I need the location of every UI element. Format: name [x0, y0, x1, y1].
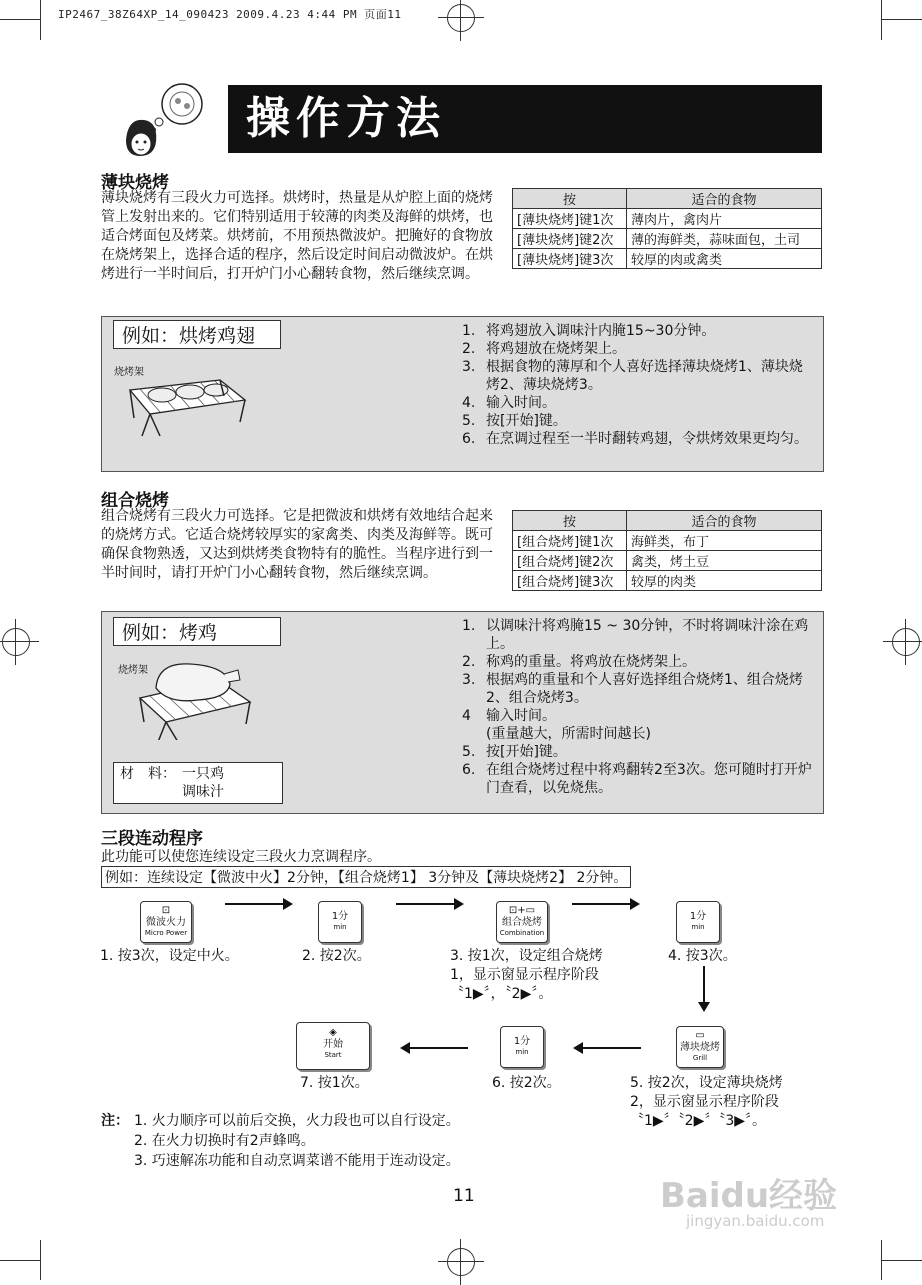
section-heading-thin-grill: 薄块烧烤 [101, 173, 169, 193]
table-cell: [组合烧烤]键2次 [513, 551, 627, 571]
flow-arrow-right [225, 903, 291, 905]
step-caption: 7. 按1次。 [300, 1075, 369, 1091]
list-item: 6. 在烹调过程至一半时翻转鸡翅，令烘烤效果更均匀。 [462, 431, 808, 447]
table-header-row [513, 511, 822, 531]
list-item: 5. 按[开始]键。 [462, 413, 567, 429]
registration-mark [892, 628, 920, 656]
grill-rack-with-wings-icon [120, 370, 250, 442]
list-item: 1. 将鸡翅放入调味汁内腌15~30分钟。 [462, 323, 716, 339]
table-header: 适合的食物 [627, 511, 822, 531]
one-minute-key: 1分 min [318, 901, 362, 943]
start-key: ◈ 开始 Start [296, 1022, 370, 1070]
note-item: 3. 巧速解冻功能和自动烹调菜谱不能用于连动设定。 [134, 1153, 460, 1169]
watermark-url: jingyan.baidu.com [686, 1212, 825, 1230]
list-item: 5. 按[开始]键。 [462, 744, 567, 760]
section-body-combination-grill: 组合烧烤有三段火力可选择。它是把微波和烘烤有效地结合起来的烧烤方式。它适合烧烤较厚实的家禽类、肉类及海鲜等。既可确保食物熟透，又达到烘烤类食物特有的脆性。当程序进行到一半时间时，请打开炉门小心翻转食物，然后继续烹调。 [101, 508, 493, 581]
table-cell: 较厚的肉类 [627, 571, 822, 591]
one-minute-key: 1分 min [676, 901, 720, 943]
registration-mark [447, 4, 475, 32]
step-caption: 4. 按3次。 [668, 948, 737, 964]
registration-mark [2, 628, 30, 656]
list-item: 2. 将鸡翅放在烧烤架上。 [462, 341, 626, 357]
rack-label: 烧烤架 [114, 367, 144, 378]
watermark-brand: Baidu经验 [660, 1176, 838, 1216]
table-header: 按 [513, 511, 627, 531]
multistage-example: 例如：连续设定【微波中火】2分钟，【组合烧烤1】 3分钟及【薄块烧烤2】 2分钟。 [101, 866, 631, 888]
example-label: 例如：烘烤鸡翅 [113, 320, 281, 349]
table-cell: [薄块烧烤]键2次 [513, 229, 627, 249]
list-item: 4 输入时间。 [462, 708, 556, 724]
steps-roast-chicken [462, 617, 814, 797]
ingredients-label: 材 料： [120, 766, 176, 782]
step-caption: 2. 按2次。 [302, 948, 371, 964]
table-row [513, 551, 822, 571]
note-item: 2. 在火力切换时有2声蜂鸣。 [134, 1133, 315, 1149]
table-cell: 薄肉片，禽肉片 [627, 209, 822, 229]
section-heading-multistage: 三段连动程序 [101, 829, 203, 849]
crop-mark [0, 1260, 40, 1261]
crop-mark [40, 0, 41, 40]
flow-arrow-left [402, 1047, 468, 1049]
table-cell: 较厚的肉或禽类 [627, 249, 822, 269]
flow-arrow-left [575, 1047, 641, 1049]
step-caption: 5. 按2次，设定薄块烧烤2，显示窗显示程序阶段〝1▶〞〝2▶〞〝3▶〞。 [630, 1075, 783, 1129]
one-minute-key: 1分 min [500, 1026, 544, 1068]
combination-food-table [512, 510, 822, 591]
list-item: 2. 称鸡的重量。将鸡放在烧烤架上。 [462, 654, 696, 670]
flow-arrow-right [572, 903, 638, 905]
crop-mark [882, 19, 922, 20]
crop-mark [881, 1240, 882, 1280]
table-cell: 薄的海鲜类，蒜味面包，土司 [627, 229, 822, 249]
crop-mark [881, 0, 882, 40]
table-cell: [组合烧烤]键1次 [513, 531, 627, 551]
list-item: (重量越大，所需时间越长) [486, 726, 651, 742]
table-row [513, 531, 822, 551]
ingredient-item: 调味汁 [182, 784, 224, 800]
crop-mark [0, 19, 40, 20]
table-row [513, 249, 822, 269]
rack-label: 烧烤架 [118, 665, 148, 676]
table-header: 适合的食物 [627, 189, 822, 209]
step-caption: 3. 按1次，设定组合烧烤1，显示窗显示程序阶段〝1▶〞，〝2▶〞。 [450, 948, 603, 1002]
notes-label: 注： [101, 1113, 129, 1129]
registration-mark [447, 1248, 475, 1276]
table-cell: 海鲜类，布丁 [627, 531, 822, 551]
table-cell: [薄块烧烤]键3次 [513, 249, 627, 269]
page-title: 操作方法 [228, 85, 822, 153]
step-caption: 6. 按2次。 [492, 1075, 561, 1091]
table-cell: 禽类，烤土豆 [627, 551, 822, 571]
steps-chicken-wings [462, 322, 814, 448]
list-item: 3. 根据鸡的重量和个人喜好选择组合烧烤1、组合烧烤2、组合烧烤3。 [462, 672, 803, 706]
list-item: 4. 输入时间。 [462, 395, 556, 411]
example-label: 例如：烤鸡 [113, 617, 281, 646]
thin-grill-food-table [512, 188, 822, 269]
crop-mark [40, 1240, 41, 1280]
grill-key: ▭ 薄块烧烤 Grill [676, 1026, 724, 1068]
table-row [513, 571, 822, 591]
list-item: 1. 以调味汁将鸡腌15 ~ 30分钟，不时将调味汁涂在鸡上。 [462, 618, 809, 652]
list-item: 6. 在组合烧烤过程中将鸡翻转2至3次。您可随时打开炉门查看，以免烧焦。 [462, 762, 812, 796]
flow-arrow-right [396, 903, 462, 905]
table-row [513, 209, 822, 229]
ingredients-box [113, 762, 283, 804]
cartoon-girl-thinking-icon [118, 82, 210, 160]
table-row [513, 229, 822, 249]
crop-mark [882, 1260, 922, 1261]
step-caption: 1. 按3次，设定中火。 [100, 948, 239, 964]
section-body-thin-grill: 薄块烧烤有三段火力可选择。烘烤时，热量是从炉腔上面的烧烤管上发射出来的。它们特别适用于较薄的肉类及海鲜的烘烤，也适合烤面包及烤菜。烘烤前，不用预热微波炉。把腌好的食物放在烧烤架上，选择合适的程序，然后设定时间启动微波炉。在烘烤进行一半时间后，打开炉门小心翻转食物，然后继续烹调。 [101, 190, 493, 282]
table-header-row [513, 189, 822, 209]
note-item: 1. 火力顺序可以前后交换，火力段也可以自行设定。 [134, 1113, 460, 1129]
grill-rack-with-chicken-icon [128, 650, 258, 740]
table-header: 按 [513, 189, 627, 209]
list-item: 3. 根据食物的薄厚和个人喜好选择薄块烧烤1、薄块烧烤2、薄块烧烤3。 [462, 359, 803, 393]
page-number: 11 [453, 1186, 475, 1206]
section-heading-combination-grill: 组合烧烤 [101, 491, 169, 511]
print-header: IP2467_38Z64XP_14_090423 2009.4.23 4:44 PM 页面11 [58, 8, 402, 21]
table-cell: [组合烧烤]键3次 [513, 571, 627, 591]
table-cell: [薄块烧烤]键1次 [513, 209, 627, 229]
section-body-multistage: 此功能可以使您连续设定三段火力烹调程序。 [101, 849, 381, 865]
combination-key: ⊡+▭ 组合烧烤 Combination [496, 901, 548, 943]
ingredient-item: 一只鸡 [182, 766, 224, 782]
micro-power-key: ⊡ 微波火力 Micro Power [140, 901, 192, 943]
flow-arrow-down [703, 966, 705, 1010]
